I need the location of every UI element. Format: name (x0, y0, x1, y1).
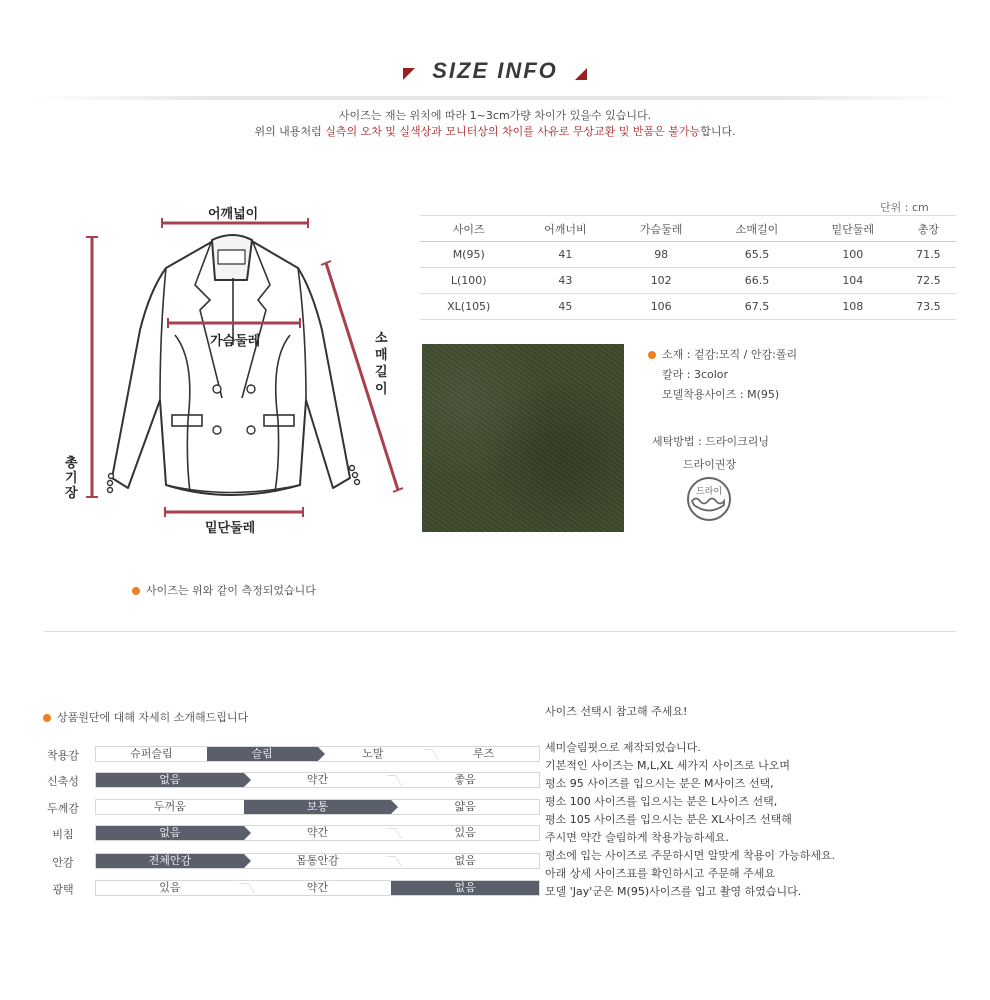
property-option: 몸통안감 (296, 854, 339, 867)
measure-note-text: 사이즈는 위와 같이 측정되었습니다 (146, 584, 316, 597)
table-cell: 45 (517, 294, 613, 320)
table-row (420, 294, 956, 320)
table-header: 밑단둘레 (805, 216, 901, 242)
properties-heading (43, 709, 248, 725)
advice-line: 평소 100 사이즈를 입으시는 분은 L사이즈 선택, (545, 795, 778, 808)
button (247, 426, 255, 434)
property-label: 두께감 (47, 802, 79, 815)
property-option-selected: 슬림 (207, 747, 318, 761)
notice-warning: 실측의 오차 및 실색상과 모니터상의 차이를 사유로 무상교환 및 반품은 불가능 (325, 125, 701, 138)
property-row (40, 880, 500, 896)
table-cell: 43 (517, 268, 613, 294)
table-header: 총장 (901, 216, 956, 242)
bullet-icon (132, 587, 140, 595)
button (213, 385, 221, 393)
advice-line: 모델 'Jay'군은 M(95)사이즈를 입고 촬영 하였습니다. (545, 885, 802, 898)
table-cell: 65.5 (709, 242, 805, 268)
title-left-triangle-icon (403, 68, 415, 80)
measure-note (132, 582, 316, 598)
advice-line: 평소에 입는 사이즈로 주문하시면 알맞게 착용이 가능하세요. (545, 849, 836, 862)
property-option: 루즈 (428, 747, 539, 761)
title-divider (30, 96, 960, 100)
table-cell: 67.5 (709, 294, 805, 320)
table-row (420, 242, 956, 268)
property-label: 안감 (52, 856, 74, 869)
advice-line: 세미슬림핏으로 제작되었습니다. (545, 741, 701, 754)
property-option: 슈퍼슬림 (130, 747, 173, 760)
length-label (65, 456, 79, 501)
sleeve-label-char: 소 (375, 331, 388, 346)
model-size-info: 모델착용사이즈 : M(95) (662, 388, 780, 401)
properties-heading-text: 상품원단에 대해 자세히 소개해드립니다 (57, 711, 249, 724)
notice-line-2 (0, 123, 990, 139)
property-scale (95, 880, 540, 896)
property-option: 약간 (306, 826, 329, 839)
table-cell: 71.5 (901, 242, 956, 268)
material-info (648, 346, 797, 362)
table-header: 사이즈 (420, 216, 517, 242)
property-option: 노말 (362, 747, 384, 760)
table-cell: L(100) (420, 268, 517, 294)
sleeve-label-char: 이 (375, 382, 388, 397)
table-cell: XL(105) (420, 294, 517, 320)
sleeve-label-char: 매 (375, 348, 388, 363)
table-cell: 108 (805, 294, 901, 320)
notice-part: 합니다. (700, 125, 736, 138)
table-header: 어깨너비 (517, 216, 613, 242)
property-option: 있음 (391, 826, 539, 840)
property-label: 광택 (52, 883, 74, 896)
property-row (40, 799, 500, 815)
advice-line: 기본적인 사이즈는 M,L,XL 세가지 사이즈로 나오며 (545, 759, 791, 772)
hem-label: 밑단둘레 (205, 521, 256, 536)
dry-clean-icon (686, 476, 732, 522)
table-cell: 72.5 (901, 268, 956, 294)
page-title: SIZE INFO (432, 58, 558, 83)
fabric-swatch-image (422, 344, 624, 532)
property-label: 신축성 (47, 775, 79, 788)
property-row (40, 746, 500, 762)
sleeve-label (375, 330, 389, 398)
table-cell: M(95) (420, 242, 517, 268)
property-scale (95, 772, 540, 788)
property-scale (95, 853, 540, 869)
property-scale (95, 746, 540, 762)
advice-heading: 사이즈 선택시 참고해 주세요! (545, 705, 688, 718)
property-option-selected: 없음 (96, 773, 244, 787)
property-option-selected: 없음 (96, 826, 244, 840)
table-cell: 41 (517, 242, 613, 268)
wash-note: 드라이권장 (683, 458, 737, 471)
table-header: 소매길이 (709, 216, 805, 242)
property-option-selected: 전체안감 (96, 854, 244, 868)
dry-clean-icon-text: 드라이 (695, 487, 723, 497)
notice-part: 위의 내용처럼 (254, 125, 326, 138)
table-header-row (420, 216, 956, 242)
material-text: 소재 : 겉감:모직 / 안감:폴리 (662, 348, 798, 361)
property-option: 얇음 (454, 800, 476, 813)
table-cell: 66.5 (709, 268, 805, 294)
property-row (40, 853, 500, 869)
property-option-selected: 보통 (244, 800, 392, 814)
button (213, 426, 221, 434)
table-row (420, 268, 956, 294)
table-cell: 102 (613, 268, 709, 294)
title-right-triangle-icon (575, 68, 587, 80)
sleeve-label-char: 길 (375, 365, 388, 380)
advice-line: 평소 105 사이즈를 입으시는 분은 XL사이즈 선택해 (545, 813, 792, 826)
notice-line-1: 사이즈는 재는 위치에 따라 1~3cm가량 차이가 있을수 있습니다. (338, 109, 652, 122)
chest-label: 가슴둘레 (210, 334, 261, 349)
property-scale (95, 825, 540, 841)
table-cell: 104 (805, 268, 901, 294)
advice-line: 평소 95 사이즈를 입으시는 분은 M사이즈 선택, (545, 777, 774, 790)
property-row (40, 772, 500, 788)
length-label-char: 기 (65, 471, 78, 486)
size-table (420, 215, 956, 320)
length-label-char: 장 (65, 486, 78, 501)
shoulder-label: 어깨넓이 (208, 207, 259, 222)
property-label: 착용감 (47, 749, 79, 762)
button (247, 385, 255, 393)
unit-label: 단위 : cm (880, 201, 929, 214)
table-cell: 100 (805, 242, 901, 268)
property-label: 비침 (52, 828, 74, 841)
advice-line: 주시면 약간 슬림하게 착용가능하세요. (545, 831, 730, 844)
property-option: 좋음 (391, 773, 539, 787)
wash-method: 세탁방법 : 드라이크리닝 (652, 435, 769, 448)
table-cell: 106 (613, 294, 709, 320)
size-advice (545, 703, 835, 901)
property-option: 약간 (306, 773, 329, 786)
advice-line: 아래 상세 사이즈표를 확인하시고 주문해 주세요 (545, 867, 776, 880)
length-label-char: 총 (65, 456, 78, 471)
property-scale (95, 799, 540, 815)
property-option: 없음 (391, 854, 539, 868)
bullet-icon (43, 714, 51, 722)
property-option-selected: 없음 (391, 881, 539, 895)
table-cell: 73.5 (901, 294, 956, 320)
page-header (0, 58, 990, 84)
property-row (40, 825, 500, 841)
section-divider (44, 631, 956, 632)
property-option: 두꺼움 (153, 800, 186, 813)
property-option: 약간 (244, 881, 392, 895)
table-cell: 98 (613, 242, 709, 268)
property-option: 있음 (159, 881, 181, 894)
bullet-icon (648, 351, 656, 359)
color-info: 칼라 : 3color (662, 368, 729, 381)
jacket-diagram (60, 195, 420, 540)
table-header: 가슴둘레 (613, 216, 709, 242)
